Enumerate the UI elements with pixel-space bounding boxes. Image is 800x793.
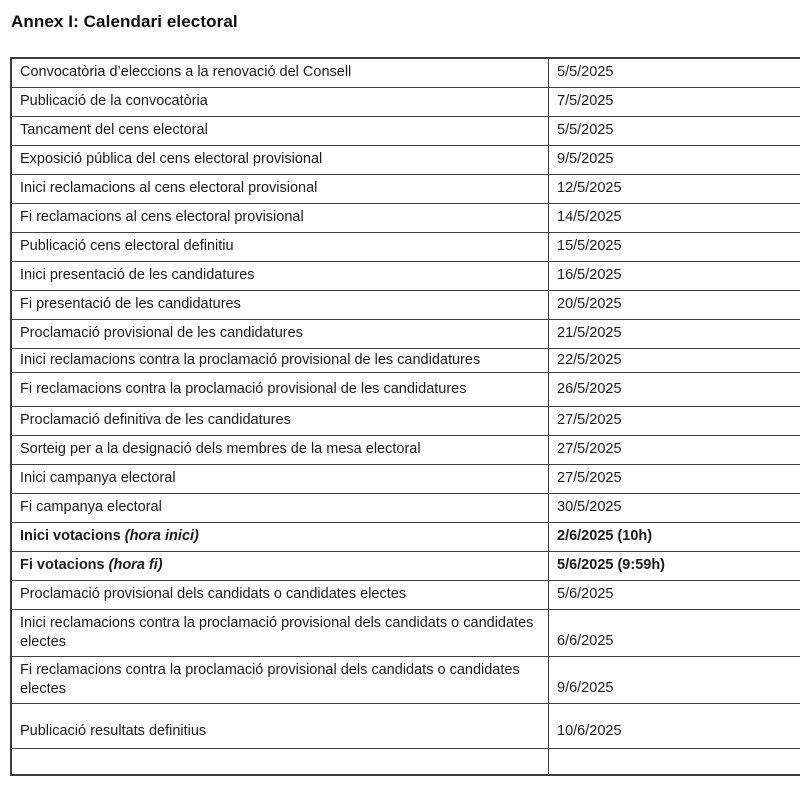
event-label: Inici reclamacions contra la proclamació provisional de les candidatures bbox=[20, 351, 481, 368]
date-label: 9/6/2025 bbox=[557, 679, 614, 696]
date-label: 30/5/2025 bbox=[557, 499, 622, 516]
event-label: Fi votacions bbox=[20, 557, 109, 574]
event-cell bbox=[11, 319, 549, 348]
table-row bbox=[11, 656, 800, 703]
table-row bbox=[11, 174, 800, 203]
event-cell bbox=[11, 464, 549, 493]
event-cell bbox=[11, 58, 549, 87]
table-row bbox=[11, 319, 800, 348]
table-row bbox=[11, 493, 800, 522]
event-label: Fi reclamacions al cens electoral provisional bbox=[20, 209, 304, 226]
table-row bbox=[11, 406, 800, 435]
table-row bbox=[11, 290, 800, 319]
table-body bbox=[11, 58, 800, 775]
event-cell bbox=[11, 290, 549, 319]
date-label: 16/5/2025 bbox=[557, 267, 622, 284]
event-label: Inici reclamacions al cens electoral provisional bbox=[20, 180, 318, 197]
event-label: Convocatòria d’eleccions a la renovació del Consell bbox=[20, 64, 352, 81]
event-label: Exposició pública del cens electoral provisional bbox=[20, 151, 323, 168]
date-label: 10/6/2025 bbox=[557, 722, 622, 739]
date-label: 21/5/2025 bbox=[557, 325, 622, 342]
date-cell bbox=[549, 290, 800, 319]
table-row bbox=[11, 116, 800, 145]
event-cell bbox=[11, 748, 549, 775]
event-cell bbox=[11, 261, 549, 290]
event-cell bbox=[11, 372, 549, 406]
date-label: 6/6/2025 bbox=[557, 632, 614, 649]
date-cell bbox=[549, 372, 800, 406]
event-cell bbox=[11, 116, 549, 145]
table-row bbox=[11, 261, 800, 290]
date-cell bbox=[549, 703, 800, 748]
date-cell bbox=[549, 406, 800, 435]
event-cell bbox=[11, 551, 549, 580]
event-label: Proclamació provisional de les candidatures bbox=[20, 325, 303, 342]
table-row bbox=[11, 435, 800, 464]
date-cell bbox=[549, 748, 800, 775]
event-label: Inici campanya electoral bbox=[20, 470, 176, 487]
event-cell bbox=[11, 580, 549, 609]
date-label: 9/5/2025 bbox=[557, 151, 614, 168]
event-label-italic: (hora fi) bbox=[108, 557, 163, 574]
page-title: Annex I: Calendari electoral bbox=[11, 12, 238, 31]
date-cell bbox=[549, 203, 800, 232]
event-label: Fi presentació de les candidatures bbox=[20, 296, 241, 313]
table-row bbox=[11, 58, 800, 87]
date-label: 5/6/2025 (9:59h) bbox=[557, 557, 666, 574]
date-cell bbox=[549, 116, 800, 145]
event-label: Publicació resultats definitius bbox=[20, 722, 207, 739]
date-cell bbox=[549, 348, 800, 372]
date-cell bbox=[549, 174, 800, 203]
event-cell bbox=[11, 348, 549, 372]
table-row bbox=[11, 203, 800, 232]
date-label: 2/6/2025 (10h) bbox=[557, 528, 653, 545]
date-cell bbox=[549, 145, 800, 174]
table-row bbox=[11, 232, 800, 261]
table-row bbox=[11, 145, 800, 174]
event-label: Inici presentació de les candidatures bbox=[20, 267, 255, 284]
date-label: 27/5/2025 bbox=[557, 441, 622, 458]
date-label: 26/5/2025 bbox=[557, 380, 622, 397]
event-cell bbox=[11, 656, 549, 703]
table-row bbox=[11, 87, 800, 116]
date-label: 5/5/2025 bbox=[557, 122, 614, 139]
table-row bbox=[11, 551, 800, 580]
date-cell bbox=[549, 58, 800, 87]
event-label: Inici reclamacions contra la proclamació provisional dels candidats o candidates electes bbox=[20, 614, 534, 650]
date-cell bbox=[549, 580, 800, 609]
event-label: Fi reclamacions contra la proclamació provisional dels candidats o candidates electes bbox=[20, 661, 520, 697]
table-row bbox=[11, 748, 800, 775]
table-row bbox=[11, 464, 800, 493]
date-label: 7/5/2025 bbox=[557, 93, 614, 110]
date-cell bbox=[549, 232, 800, 261]
table-row bbox=[11, 522, 800, 551]
event-cell bbox=[11, 703, 549, 748]
event-label: Inici votacions bbox=[20, 528, 125, 545]
table-row bbox=[11, 372, 800, 406]
date-label: 27/5/2025 bbox=[557, 412, 622, 429]
event-label: Fi reclamacions contra la proclamació provisional de les candidatures bbox=[20, 380, 467, 397]
event-label: Publicació de la convocatòria bbox=[20, 93, 208, 110]
event-label: Proclamació provisional dels candidats o candidates electes bbox=[20, 586, 407, 603]
event-cell bbox=[11, 406, 549, 435]
event-label: Tancament del cens electoral bbox=[20, 122, 208, 139]
event-cell bbox=[11, 435, 549, 464]
event-cell bbox=[11, 493, 549, 522]
event-label-italic: (hora inici) bbox=[124, 528, 199, 545]
date-cell bbox=[549, 435, 800, 464]
event-label: Fi campanya electoral bbox=[20, 499, 162, 516]
event-cell bbox=[11, 174, 549, 203]
date-label: 14/5/2025 bbox=[557, 209, 622, 226]
date-label: 15/5/2025 bbox=[557, 238, 622, 255]
date-label: 5/5/2025 bbox=[557, 64, 614, 81]
event-cell bbox=[11, 609, 549, 656]
electoral-calendar-table bbox=[10, 57, 800, 776]
date-cell bbox=[549, 656, 800, 703]
date-label: 22/5/2025 bbox=[557, 351, 622, 368]
date-cell bbox=[549, 551, 800, 580]
table-row bbox=[11, 580, 800, 609]
date-label: 20/5/2025 bbox=[557, 296, 622, 313]
date-label: 27/5/2025 bbox=[557, 470, 622, 487]
table-row bbox=[11, 609, 800, 656]
event-cell bbox=[11, 145, 549, 174]
date-cell bbox=[549, 493, 800, 522]
date-cell bbox=[549, 261, 800, 290]
table-row bbox=[11, 703, 800, 748]
table-row bbox=[11, 348, 800, 372]
event-label: Publicació cens electoral definitiu bbox=[20, 238, 234, 255]
event-cell bbox=[11, 232, 549, 261]
date-label: 5/6/2025 bbox=[557, 586, 614, 603]
event-label: Sorteig per a la designació dels membres de la mesa electoral bbox=[20, 441, 421, 458]
event-cell bbox=[11, 87, 549, 116]
date-cell bbox=[549, 522, 800, 551]
date-cell bbox=[549, 87, 800, 116]
event-label: Proclamació definitiva de les candidatures bbox=[20, 412, 291, 429]
date-cell bbox=[549, 319, 800, 348]
event-cell bbox=[11, 522, 549, 551]
date-cell bbox=[549, 609, 800, 656]
event-cell bbox=[11, 203, 549, 232]
date-cell bbox=[549, 464, 800, 493]
date-label: 12/5/2025 bbox=[557, 180, 622, 197]
